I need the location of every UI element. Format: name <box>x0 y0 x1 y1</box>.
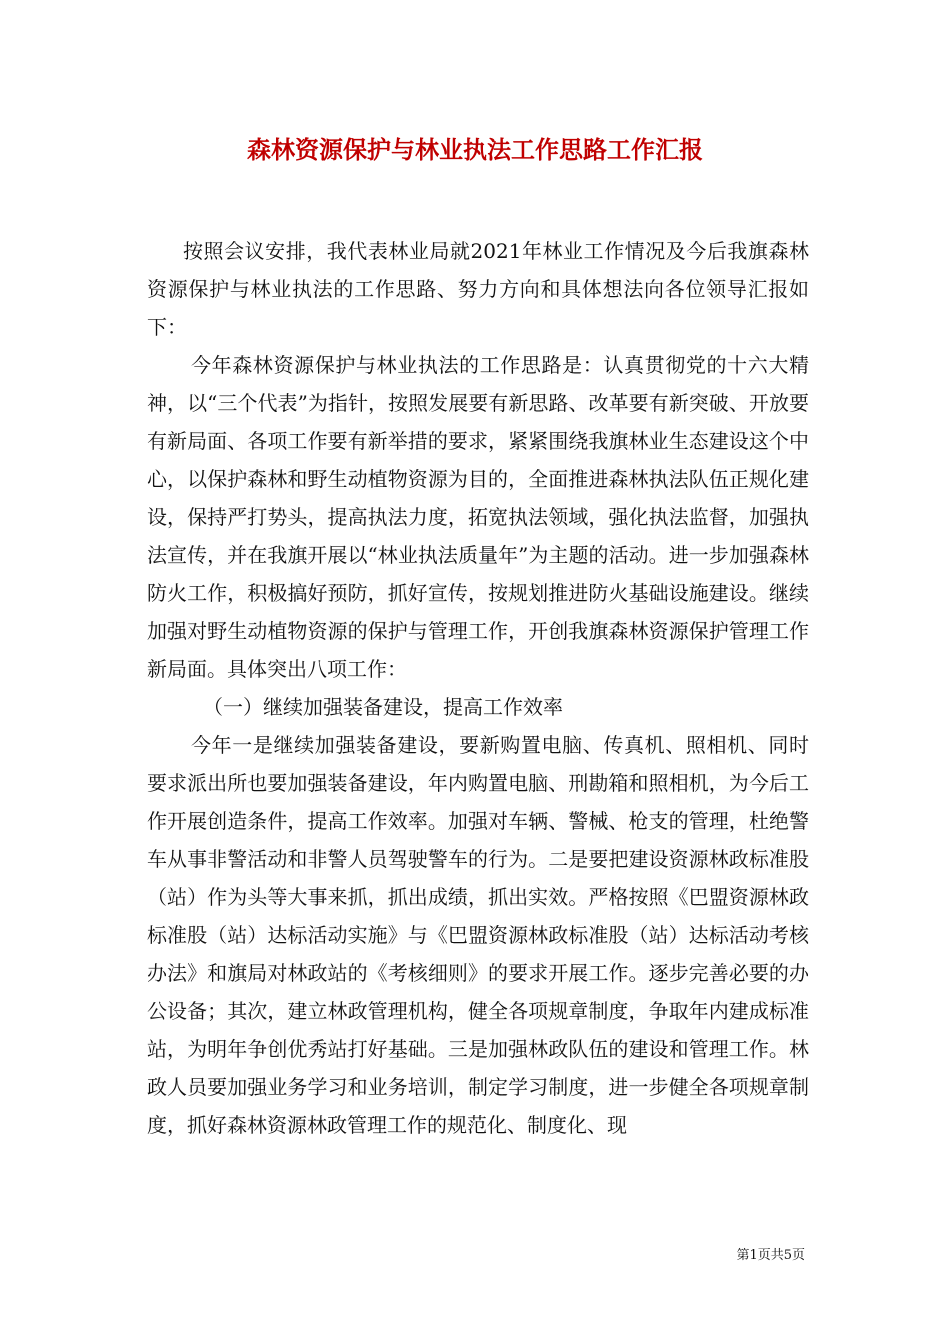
paragraph-intro: 按照会议安排，我代表林业局就2021年林业工作情况及今后我旗森林资源保护与林业执法的工作思路、努力方向和具体想法向各位领导汇报如下： <box>147 239 809 339</box>
document-body <box>147 232 809 1144</box>
document-title: 森林资源保护与林业执法工作思路工作汇报 <box>247 135 703 164</box>
paragraph-equipment: 今年一是继续加强装备建设，要新购置电脑、传真机、照相机、同时要求派出所也要加强装备建设，年内购置电脑、刑勘箱和照相机，为今后工作开展创造条件，提高工作效率。加强对车辆、警械、枪支的管理，杜绝警车从事非警活动和非警人员驾驶警车的行为。二是要把建设资源林政标准股（站）作为头等大事来抓，抓出成绩，抓出实效。严格按照《巴盟资源林政标准股（站）达标活动实施》与《巴盟资源林政标准股（站）达标活动考核办法》和旗局对林政站的《考核细则》的要求开展工作。逐步完善必要的办公设备；其次，建立林政管理机构，健全各项规章制度，争取年内建成标准站，为明年争创优秀站打好基础。三是加强林政队伍的建设和管理工作。林政人员要加强业务学习和业务培训，制定学习制度，进一步健全各项规章制度，抓好森林资源林政管理工作的规范化、制度化、现 <box>147 733 809 1137</box>
paragraph-work-approach: 今年森林资源保护与林业执法的工作思路是：认真贯彻党的十六大精神，以“三个代表”为指针，按照发展要有新思路、改革要有新突破、开放要有新局面、各项工作要有新举措的要求，紧紧围绕我旗林业生态建设这个中心，以保护森林和野生动植物资源为目的，全面推进森林执法队伍正规化建设，保持严打势头，提高执法力度，拓宽执法领域，强化执法监督，加强执法宣传，并在我旗开展以“林业执法质量年”为主题的活动。进一步加强森林防火工作，积极搞好预防，抓好宣传，按规划推进防火基础设施建设。继续加强对野生动植物资源的保护与管理工作，开创我旗森林资源保护管理工作新局面。具体突出八项工作： <box>147 353 809 681</box>
section-heading-1: （一）继续加强装备建设，提高工作效率 <box>203 695 563 719</box>
page-number: 第1页共5页 <box>736 1248 805 1263</box>
